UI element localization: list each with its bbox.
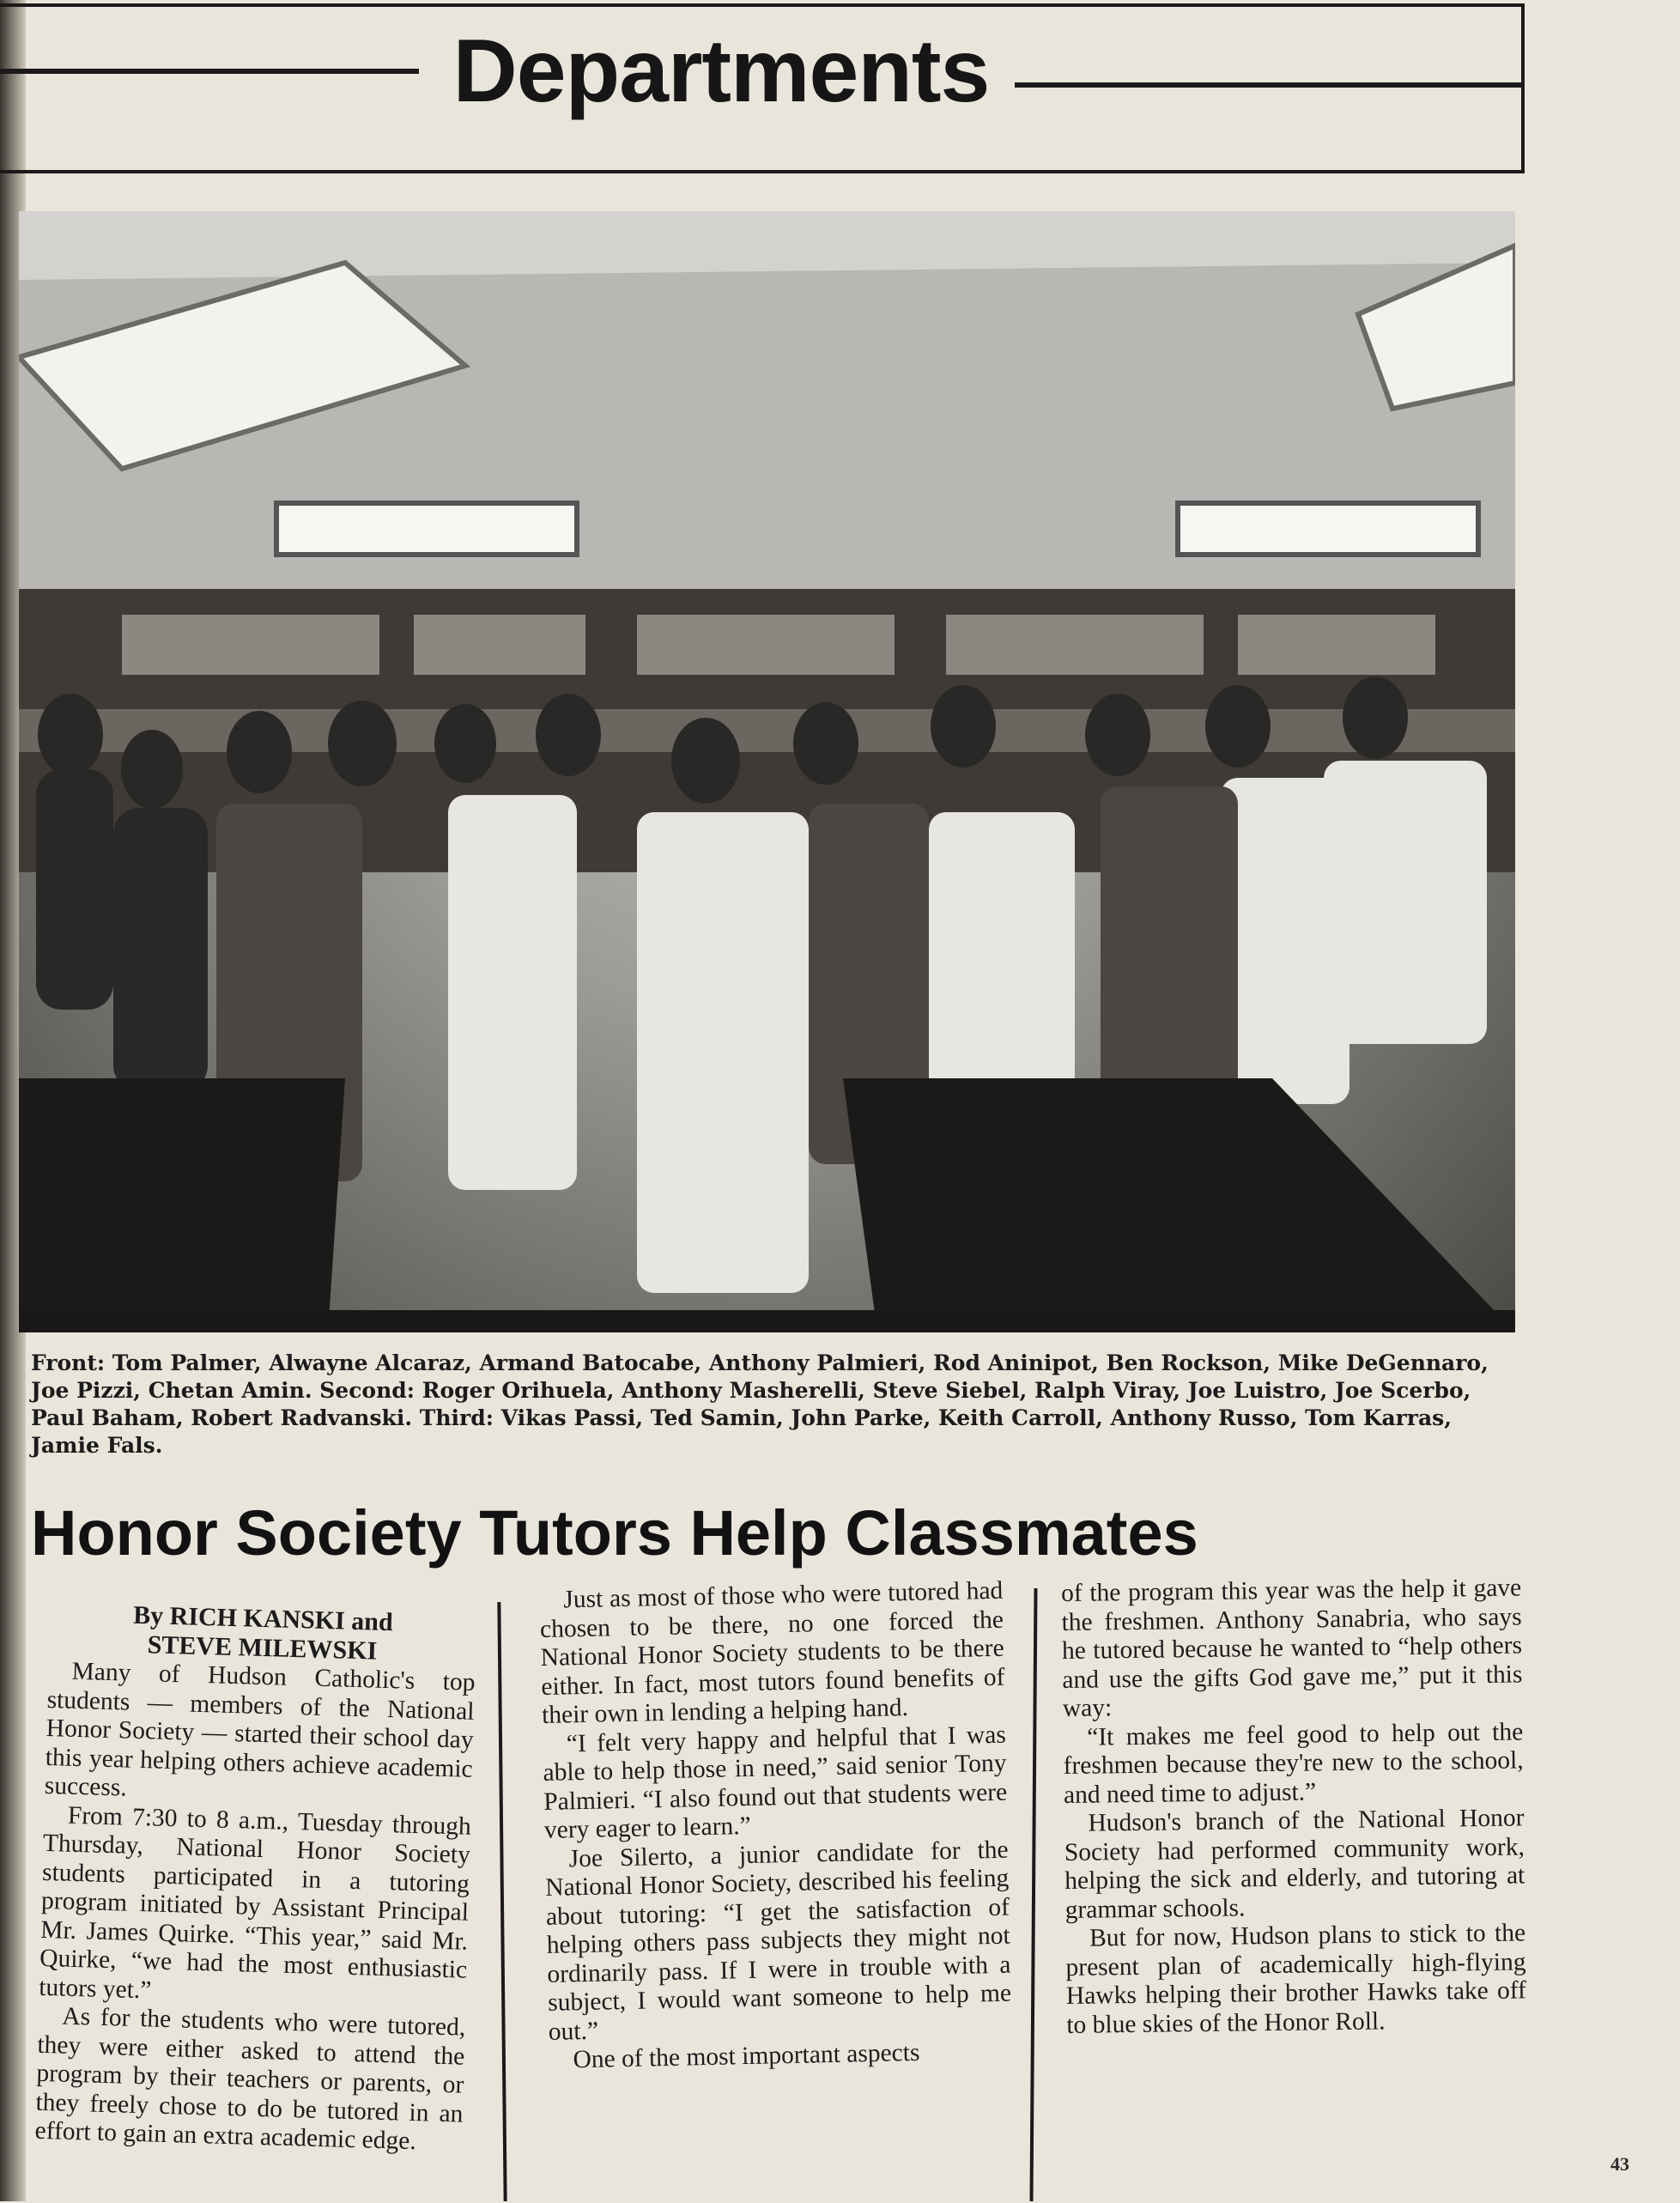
- paragraph: “I felt very happy and helpful that I was able to help those in need,” said senior Tony Palmieri. “I also found out that students were very eager to learn.”: [543, 1721, 1008, 1844]
- paragraph: As for the students who were tutored, they were either asked to attend the program by their teachers or parents, or they freely chose to do be tutored in an effort to gain an extra academic edge.: [34, 2002, 466, 2156]
- header-rule-right: [1015, 82, 1525, 88]
- byline-line-1: By RICH KANSKI and: [132, 1600, 394, 1637]
- article-headline: Honor Society Tutors Help Classmates: [31, 1497, 1198, 1569]
- paragraph: Just as most of those who were tutored had chosen to be there, no one forced the National Honor Society students to be there either. In fact, most tutors found benefits of their own in lending a helping hand.: [539, 1576, 1005, 1729]
- article-column-3: [1061, 1574, 1528, 2112]
- header-rule-left: [0, 69, 419, 74]
- article-column-1: [33, 1599, 477, 2203]
- group-photo-icon: [19, 211, 1515, 1332]
- column-divider: [497, 1602, 506, 2201]
- paragraph: One of the most important aspects: [573, 2038, 920, 2074]
- paragraph: Many of Hudson Catholic's top students — members of the National Honor Society — started their school day this year helping others achieve academic success.: [44, 1657, 476, 1802]
- paragraph: From 7:30 to 8 a.m., Tuesday through Thursday, National Honor Society students participated in a tutoring program initiated by Assistant Principal Mr. James Quirke. “This year,” said Mr. Quirke, “we had the most enthusiastic tutors yet.”: [38, 1801, 472, 2004]
- paragraph: of the program this year was the help it gave the freshmen. Anthony Sanabria, who says he tutored because he wanted to “help others and use the gifts God gave me,” put it this way:: [1061, 1574, 1523, 1722]
- article-column-2: [539, 1577, 1016, 2188]
- column-divider: [1030, 1588, 1038, 2201]
- paragraph: Hudson's branch of the National Honor Society had performed community work, helping the sick and elderly, and tutoring at grammar schools.: [1064, 1804, 1525, 1924]
- group-photo: [19, 211, 1515, 1332]
- paragraph: Joe Silerto, a junior candidate for the National Honor Society, described his feeling about tutoring: “I get the satisfaction of helping others pass subjects they might not ordinarily pass. If I were in trouble with a subject, I would want someone to help me out.”: [545, 1836, 1012, 2046]
- paragraph: But for now, Hudson plans to stick to the present plan of academically high-flying Hawks helping their brother Hawks take off to blue skies of the Honor Roll.: [1065, 1919, 1527, 2039]
- paragraph: “It makes me feel good to help out the freshmen because they're new to the school, and need time to adjust.”: [1063, 1717, 1524, 1809]
- byline-line-2: STEVE MILEWSKI: [147, 1630, 378, 1666]
- photo-caption: Front: Tom Palmer, Alwayne Alcaraz, Armand Batocabe, Anthony Palmieri, Rod Aninipot, Ben Rockson, Mike DeGennaro, Joe Pizzi, Chetan Amin. Second: Roger Orihuela, Anthony Masherelli, Steve Siebel, Ralph Viray, Joe Luistro, Joe Scerbo, Paul Baham, Robert Radvanski. Third: Vikas Passi, Ted Samin, John Parke, Keith Carroll, Anthony Russo, Tom Karras, Jamie Fals.: [31, 1350, 1489, 1458]
- page-number: 43: [1610, 2153, 1629, 2175]
- section-title: Departments: [452, 21, 990, 121]
